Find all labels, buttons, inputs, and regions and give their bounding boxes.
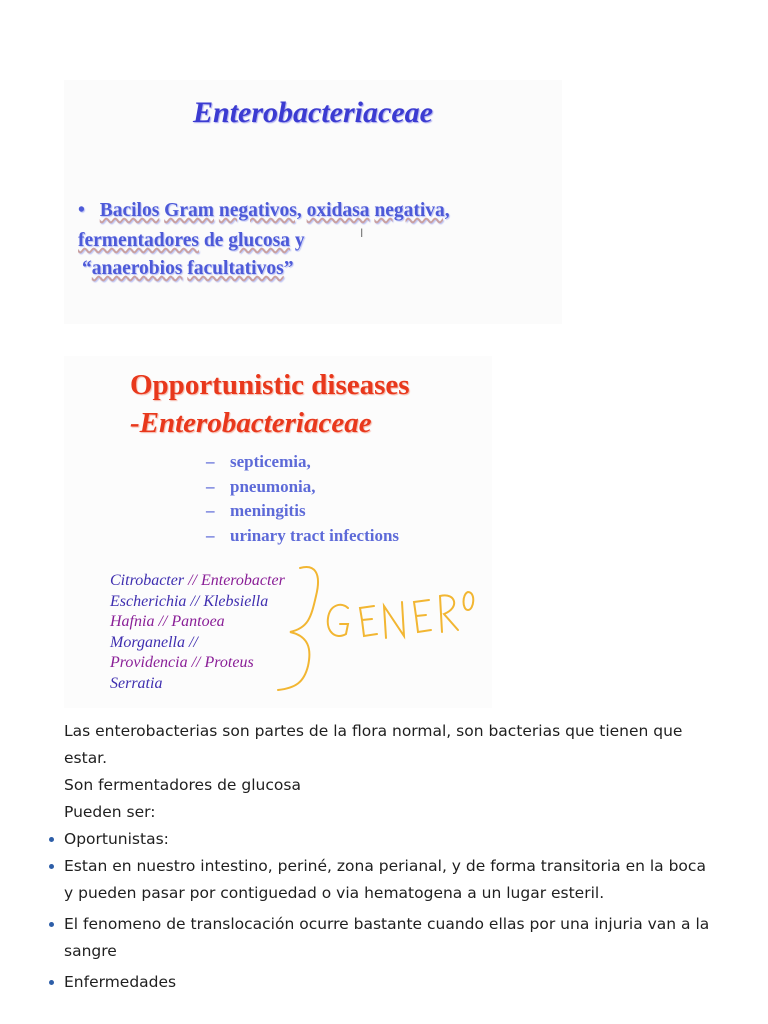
dash: – [206, 476, 215, 496]
genus: Providencia [110, 654, 188, 671]
paragraph: Las enterobacterias son partes de la flora normal, son bacterias que tienen que estar. [64, 722, 683, 767]
word: facultativos [187, 258, 284, 279]
bullet-list [64, 826, 714, 853]
paragraph: Son fermentadores de glucosa [64, 776, 301, 794]
genus: Hafnia [110, 613, 155, 630]
genus: Proteus [204, 654, 254, 671]
genus: Citrobacter [110, 572, 185, 589]
word: negativos, [218, 200, 302, 221]
handwritten-annotation [64, 356, 492, 708]
word: anaerobios [91, 258, 183, 279]
dash: – [206, 501, 215, 520]
genus: Klebsiella [203, 592, 269, 610]
disease-label: septicemia, [230, 452, 311, 471]
disease-label: pneumonia, [230, 476, 316, 496]
genus: Morganella [110, 633, 185, 651]
bullet-list-nested-2 [64, 969, 714, 996]
quote-close: ” [283, 258, 294, 279]
genus: Enterobacter [200, 572, 285, 589]
separator: // [188, 572, 197, 589]
dash: – [206, 525, 215, 545]
handwriting-E1 [360, 606, 377, 636]
bullet-dot: • [78, 200, 85, 221]
word: de [203, 230, 224, 251]
word: Gram [164, 200, 214, 221]
handwriting-R [440, 595, 458, 632]
dash: – [206, 452, 215, 471]
word: oxidasa [306, 200, 370, 221]
slide-enterobacteriaceae [64, 80, 562, 324]
handwriting-O [464, 592, 474, 610]
list-item: Estan en nuestro intestino, periné, zona perianal, y de forma transitoria en la boca y pueden pasar por contiguedad o via hematogena a un lugar esteril. [64, 853, 714, 907]
text-cursor-icon: I [360, 226, 364, 240]
slide2-title-line2: -Enterobacteriaceae [130, 407, 372, 439]
disease-label: meningitis [230, 501, 306, 520]
word: Bacilos [99, 200, 160, 221]
handwriting-E2 [414, 600, 431, 632]
separator: // [158, 613, 168, 630]
bullet-line-2 [78, 226, 552, 256]
list-item: Oportunistas: [64, 826, 714, 853]
handwriting-N [384, 602, 404, 638]
curly-brace-icon [278, 567, 318, 690]
separator: // [191, 654, 201, 671]
paragraph: Pueden ser: [64, 803, 156, 821]
genus: Escherichia [110, 592, 187, 610]
bullet-line-3 [78, 254, 552, 284]
notes-body [64, 718, 714, 996]
separator: // [190, 592, 200, 610]
separator: // [188, 633, 198, 651]
word: fermentadores [78, 230, 199, 251]
handwriting-G [328, 605, 348, 636]
slide2-title-line1: Opportunistic diseases [130, 369, 410, 401]
slide-title: Enterobacteriaceae [193, 96, 433, 129]
word: y [294, 230, 305, 251]
word: negativa, [374, 200, 450, 221]
quote-open: “ [82, 258, 92, 279]
bullet-list-nested [64, 853, 714, 965]
disease-label: urinary tract infections [230, 525, 400, 545]
slide-opportunistic-diseases [64, 356, 492, 708]
word: glucosa [228, 230, 290, 251]
genus: Serratia [110, 674, 163, 692]
genus: Pantoea [171, 613, 225, 630]
list-item: Enfermedades [64, 969, 714, 996]
slide-bullet [78, 196, 552, 284]
list-item: El fenomeno de translocación ocurre bastante cuando ellas por una injuria van a la sangre [64, 911, 714, 965]
bullet-line-1 [78, 196, 552, 226]
